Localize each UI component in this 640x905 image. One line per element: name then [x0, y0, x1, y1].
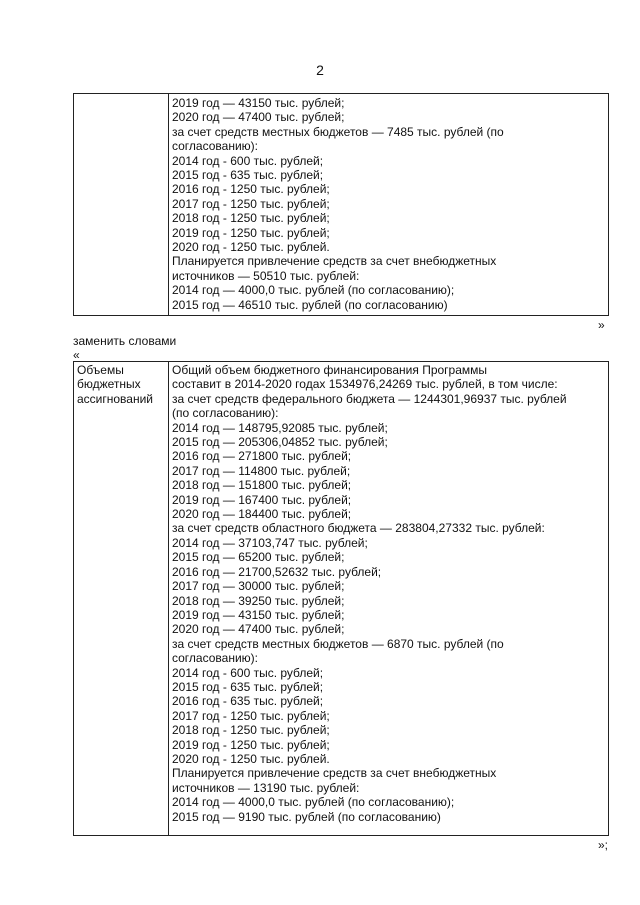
text-line: (по согласованию):	[172, 406, 279, 421]
text-line: 2015 год — 65200 тыс. рублей;	[172, 550, 345, 565]
budget-table-continued	[73, 93, 609, 316]
text-line: 2019 год — 167400 тыс. рублей;	[172, 492, 352, 507]
text-line: 2020 год - 1250 тыс. рублей.	[172, 751, 330, 766]
page-number: 2	[316, 62, 324, 78]
text-line: за счет средств федерального бюджета — 1244301,96937 тыс. рублей	[172, 391, 567, 406]
label-line: Объемы	[77, 363, 124, 377]
text-line: 2015 год - 635 тыс. рублей;	[172, 679, 324, 694]
text-line: 2015 год — 205306,04852 тыс. рублей;	[172, 435, 388, 450]
text-line: 2017 год — 114800 тыс. рублей;	[172, 463, 351, 478]
open-quote: «	[73, 348, 80, 362]
text-line: согласованию):	[172, 139, 258, 154]
text-line: 2014 год — 4000,0 тыс. рублей (по согласованию);	[172, 795, 455, 810]
table1-right-cell	[172, 96, 604, 315]
text-line: 2020 год — 47400 тыс. рублей;	[172, 110, 345, 125]
text-line: 2018 год - 1250 тыс. рублей;	[172, 723, 330, 738]
text-line: 2015 год - 635 тыс. рублей;	[172, 168, 324, 183]
text-line: Планируется привлечение средств за счет внебюджетных	[172, 766, 497, 781]
text-line: 2015 год — 46510 тыс. рублей (по согласованию)	[172, 297, 448, 312]
label-line: ассигнований	[77, 391, 154, 406]
text-line: 2015 год — 9190 тыс. рублей (по согласованию)	[172, 809, 441, 824]
text-line: 2018 год - 1250 тыс. рублей;	[172, 211, 330, 226]
text-line: 2017 год - 1250 тыс. рублей;	[172, 196, 330, 211]
text-line: 2020 год - 1250 тыс. рублей.	[172, 240, 330, 255]
table2-right-cell	[172, 363, 604, 835]
close-quote-1: »	[598, 318, 605, 332]
text-line: 2018 год — 39250 тыс. рублей;	[172, 593, 345, 608]
text-line: источников — 50510 тыс. рублей:	[172, 268, 360, 283]
label-line: бюджетных	[77, 377, 141, 392]
close-quote-2: »;	[598, 838, 609, 852]
text-line: 2019 год - 1250 тыс. рублей;	[172, 225, 330, 240]
table2-lines	[172, 363, 604, 824]
text-line: источников — 13190 тыс. рублей:	[172, 780, 360, 795]
text-line: Планируется привлечение средств за счет внебюджетных	[172, 254, 497, 269]
text-line: 2020 год — 47400 тыс. рублей;	[172, 622, 345, 637]
text-line: 2016 год - 635 тыс. рублей;	[172, 694, 324, 709]
text-line: за счет средств областного бюджета — 283804,27332 тыс. рублей:	[172, 521, 545, 536]
text-line: 2020 год — 184400 тыс. рублей;	[172, 507, 352, 522]
table1-left-cell	[74, 94, 169, 315]
text-line: 2019 год - 1250 тыс. рублей;	[172, 737, 330, 752]
text-line: 2019 год — 43150 тыс. рублей;	[172, 607, 345, 622]
text-line: 2019 год — 43150 тыс. рублей;	[172, 96, 345, 110]
text-line: 2018 год — 151800 тыс. рублей;	[172, 478, 352, 493]
text-line: 2014 год - 600 тыс. рублей;	[172, 665, 324, 680]
replace-text: заменить словами	[73, 334, 177, 348]
text-line: 2014 год — 4000,0 тыс. рублей (по согласованию);	[172, 283, 455, 298]
text-line: за счет средств местных бюджетов — 7485 тыс. рублей (по	[172, 124, 504, 139]
text-line: 2014 год — 148795,92085 тыс. рублей;	[172, 420, 388, 435]
text-line: согласованию):	[172, 651, 258, 666]
table2-left-cell	[74, 362, 169, 835]
text-line: 2016 год — 21700,52632 тыс. рублей;	[172, 564, 382, 579]
text-line: 2014 год - 600 тыс. рублей;	[172, 153, 324, 168]
text-line: 2016 год — 271800 тыс. рублей;	[172, 449, 352, 464]
budget-table-new	[73, 361, 609, 836]
text-line: 2017 год — 30000 тыс. рублей;	[172, 579, 345, 594]
text-line: 2016 год - 1250 тыс. рублей;	[172, 182, 330, 197]
text-line: Общий объем бюджетного финансирования Программы	[172, 363, 488, 377]
table1-lines	[172, 96, 604, 312]
text-line: за счет средств местных бюджетов — 6870 тыс. рублей (по	[172, 636, 504, 651]
text-line: составит в 2014-2020 годах 1534976,24269 тыс. рублей, в том числе:	[172, 377, 558, 392]
table2-left-lines	[74, 362, 168, 407]
text-line: 2014 год — 37103,747 тыс. рублей;	[172, 535, 368, 550]
text-line: 2017 год - 1250 тыс. рублей;	[172, 708, 330, 723]
